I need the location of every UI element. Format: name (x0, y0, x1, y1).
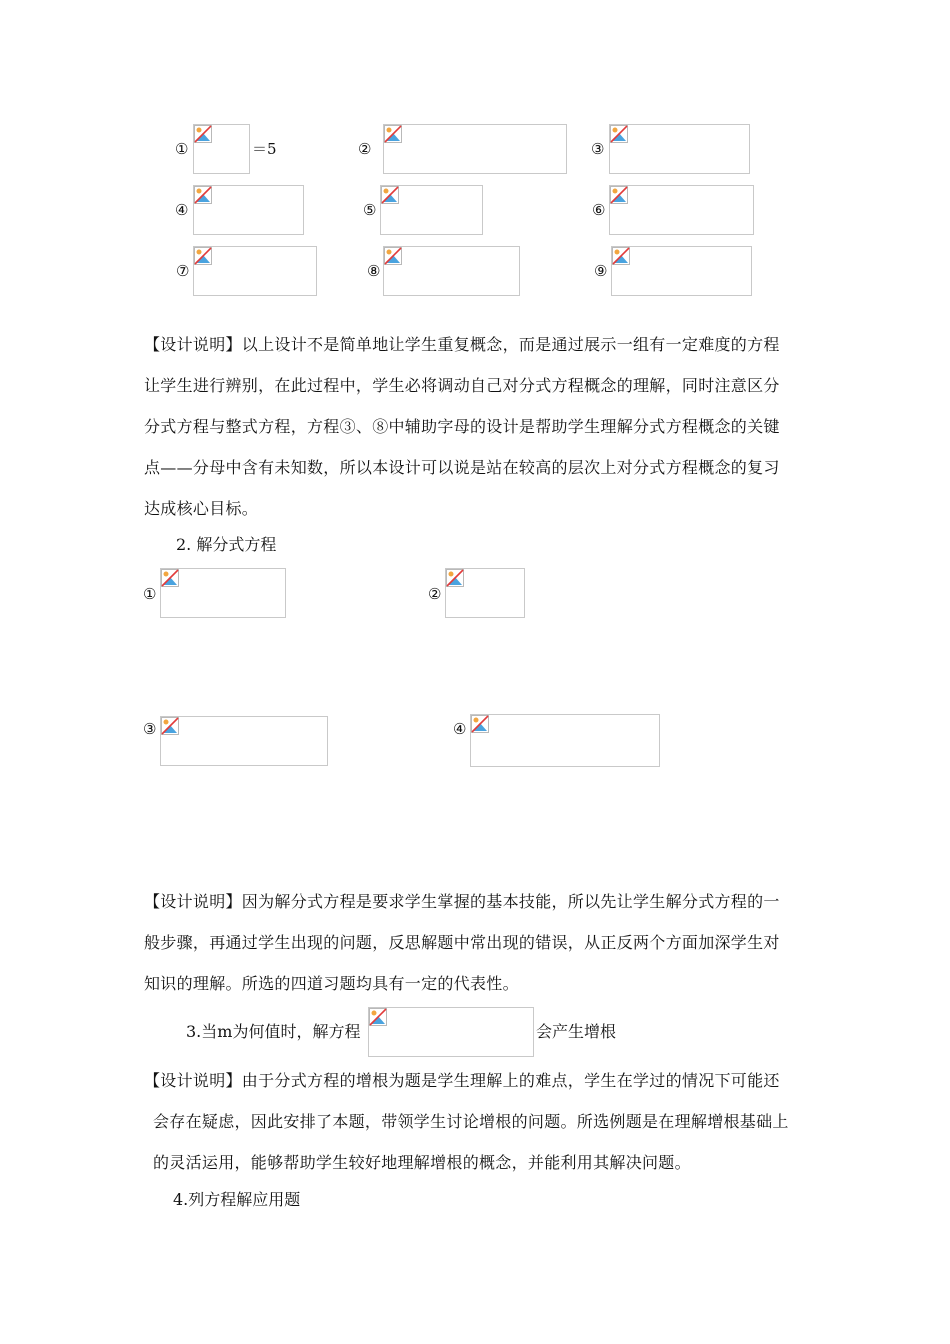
broken-image-icon (446, 569, 464, 587)
design-note-3-line: 的灵活运用，能够帮助学生较好地理解增根的概念，并能利用其解决问题。 (153, 1153, 691, 1172)
equation-7-image (193, 246, 317, 296)
broken-image-icon (384, 125, 402, 143)
section-3-prefix: 3.当m为何值时，解方程 (186, 1022, 361, 1041)
section-4-heading: 4.列方程解应用题 (173, 1190, 301, 1209)
broken-image-icon (471, 715, 489, 733)
equation-8-image (383, 246, 520, 296)
solve-1-number: ① (143, 585, 157, 603)
broken-image-icon (194, 247, 212, 265)
solve-2-image (445, 568, 525, 618)
solve-4-image (470, 714, 660, 767)
equation-2-image (383, 124, 567, 174)
broken-image-icon (381, 186, 399, 204)
broken-image-icon (612, 247, 630, 265)
equation-1-number: ① (175, 140, 189, 158)
design-note-3 (144, 1060, 808, 1183)
solve-4-number: ④ (453, 720, 467, 738)
broken-image-icon (161, 717, 179, 735)
design-note-1-line: 达成核心目标。 (144, 499, 259, 518)
broken-image-icon (384, 247, 402, 265)
design-note-1-line: 让学生进行辨别，在此过程中，学生必将调动自己对分式方程概念的理解，同时注意区分 (144, 376, 780, 395)
design-note-3-line: 【设计说明】由于分式方程的增根为题是学生理解上的难点，学生在学过的情况下可能还 (144, 1071, 780, 1090)
equation-4-image (193, 185, 304, 235)
equation-3-number: ③ (591, 140, 605, 158)
broken-image-icon (194, 125, 212, 143)
equation-1-suffix: ＝5 (252, 140, 277, 158)
broken-image-icon (610, 186, 628, 204)
broken-image-icon (369, 1008, 387, 1026)
solve-1-image (160, 568, 286, 618)
solve-2-number: ② (428, 585, 442, 603)
equation-3-image (609, 124, 750, 174)
design-note-2 (144, 881, 808, 1004)
equation-9-image (611, 246, 752, 296)
broken-image-icon (194, 186, 212, 204)
design-note-2-line: 【设计说明】因为解分式方程是要求学生掌握的基本技能，所以先让学生解分式方程的一 (144, 892, 780, 911)
broken-image-icon (610, 125, 628, 143)
section-2-heading: 2. 解分式方程 (176, 535, 277, 554)
design-note-1-line: 【设计说明】以上设计不是简单地让学生重复概念，而是通过展示一组有一定难度的方程 (144, 335, 780, 354)
design-note-1-line: 点——分母中含有未知数，所以本设计可以说是站在较高的层次上对分式方程概念的复习 (144, 458, 780, 477)
design-note-1-line: 分式方程与整式方程，方程③、⑧中辅助字母的设计是帮助学生理解分式方程概念的关键 (144, 417, 780, 436)
equation-8-number: ⑧ (367, 262, 381, 280)
equation-1-image (193, 124, 250, 174)
solve-3-image (160, 716, 328, 766)
solve-3-number: ③ (143, 720, 157, 738)
broken-image-icon (161, 569, 179, 587)
equation-4-number: ④ (175, 201, 189, 219)
design-note-2-line: 知识的理解。所选的四道习题均具有一定的代表性。 (144, 974, 519, 993)
design-note-3-line: 会存在疑虑，因此安排了本题，带领学生讨论增根的问题。所选例题是在理解增根基础上 (153, 1112, 789, 1131)
section-3-equation-image (368, 1007, 534, 1057)
equation-9-number: ⑨ (594, 262, 608, 280)
equation-5-image (380, 185, 483, 235)
design-note-2-line: 般步骤，再通过学生出现的问题，反思解题中常出现的错误，从正反两个方面加深学生对 (144, 933, 780, 952)
equation-6-image (609, 185, 754, 235)
equation-5-number: ⑤ (363, 201, 377, 219)
equation-7-number: ⑦ (176, 262, 190, 280)
equation-2-number: ② (358, 140, 372, 158)
section-3-suffix: 会产生增根 (536, 1022, 617, 1041)
equation-6-number: ⑥ (592, 201, 606, 219)
design-note-1 (144, 324, 808, 529)
